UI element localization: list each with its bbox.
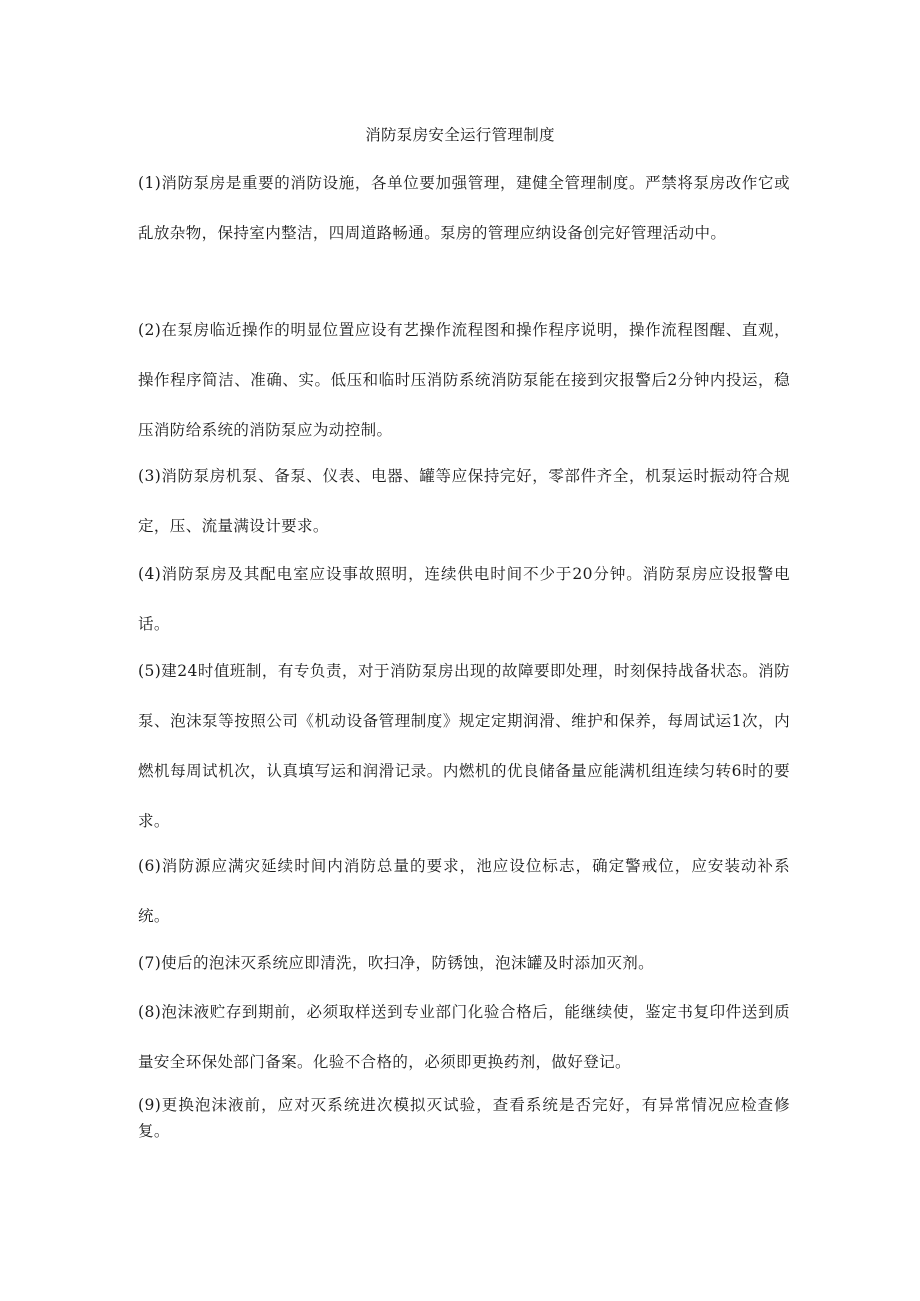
paragraph-9: (9)更换泡沫液前，应对灭系统进次模拟灭试验，查看系统是否完好，有异常情况应检查修复。 [138, 1096, 790, 1140]
paragraph-7: (7)使后的泡沫灭系统应即清洗，吹扫净，防锈蚀，泡沫罐及时添加灭剂。 [138, 954, 655, 972]
document-title: 消防泵房安全运行管理制度 [365, 126, 555, 144]
paragraph-8: (8)泡沫液贮存到期前，必须取样送到专业部门化验合格后，能继续使，鉴定书复印件送到质量安全环保处部门备案。化验不合格的，必须即更换药剂，做好登记。 [138, 1003, 790, 1071]
paragraph-5: (5)建24时值班制，有专负责，对于消防泵房出现的故障要即处理，时刻保持战备状态。消防泵、泡沫泵等按照公司《机动设备管理制度》规定定期润滑、维护和保养，每周试运1次，内燃机每周试机次，认真填写运和润滑记录。内燃机的优良储备量应能满机组连续匀转6时的要求。 [138, 662, 790, 830]
paragraph-3: (3)消防泵房机泵、备泵、仪表、电器、罐等应保持完好，零部件齐全，机泵运时振动符合规定，压、流量满设计要求。 [138, 467, 790, 535]
paragraph-6: (6)消防源应满灾延续时间内消防总量的要求，池应设位标志，确定警戒位，应安装动补系统。 [138, 857, 790, 925]
paragraph-4: (4)消防泵房及其配电室应设事故照明，连续供电时间不少于20分钟。消防泵房应设报警电话。 [138, 565, 790, 633]
paragraph-1: (1)消防泵房是重要的消防设施，各单位要加强管理，建健全管理制度。严禁将泵房改作它或乱放杂物，保持室内整洁，四周道路畅通。泵房的管理应纳设备创完好管理活动中。 [138, 174, 790, 242]
paragraph-2: (2)在泵房临近操作的明显位置应设有艺操作流程图和操作程序说明，操作流程图醒、直观，操作程序简洁、准确、实。低压和临时压消防系统消防泵能在接到灾报警后2分钟内投运，稳压消防给系统的消防泵应为动控制。 [138, 321, 790, 439]
